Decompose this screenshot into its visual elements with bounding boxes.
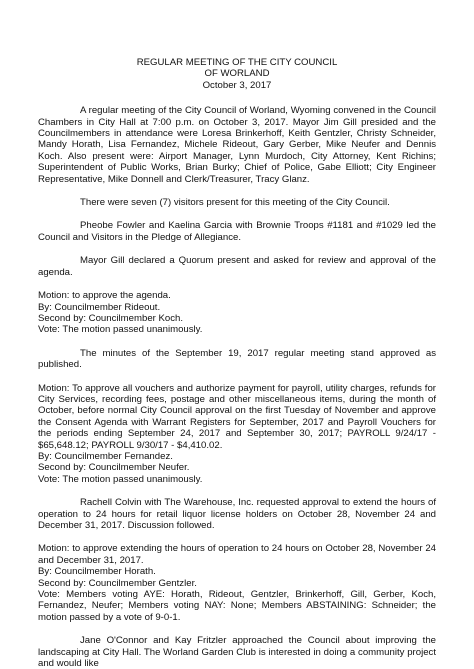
document-header xyxy=(38,57,436,91)
motion-second: Second by: Councilmember Gentzler. xyxy=(38,577,197,589)
motion-vote: Vote: The motion passed unanimously. xyxy=(38,473,203,485)
motion-by: By: Councilmember Rideout. xyxy=(38,301,161,313)
meeting-date: October 3, 2017 xyxy=(202,79,272,91)
motion-text: Motion: to approve extending the hours of operation to 24 hours on October 28, November 24 and December 31, 2017. xyxy=(38,543,436,566)
hours-motion-block xyxy=(38,543,436,623)
motion-second: Second by: Councilmember Neufer. xyxy=(38,462,190,474)
vouchers-motion-block xyxy=(38,383,436,486)
motion-by: By: Councilmember Horath. xyxy=(38,566,156,578)
agenda-motion-block xyxy=(38,290,436,336)
visitors-paragraph: There were seven (7) visitors present for this meeting of the City Council. xyxy=(80,197,390,209)
city-name: OF WORLAND xyxy=(204,68,270,80)
intro-paragraph: A regular meeting of the City Council of Worland, Wyoming convened in the Council Chambers in City Hall at 7:00 p.m. on October 3, 2017. Mayor Jim Gill presided and the Councilmembers in attendance were Loresa Brinkerhoff, Keith Gentzler, Christy Schneider, Mandy Horath, Lisa Fernandez, Michele Rideout, Gary Gerber, Mike Neufer and Dennis Koch. Also present were: Airport Manager, Lynn Murdoch, City Attorney, Kent Richins; Superintendent of Public Works, Brian Burky; Chief of Police, Gabe Elliott; City Engineer Representative, Mike Donnell and Clerk/Treasurer, Tracy Glanz. xyxy=(38,105,436,185)
quorum-paragraph: Mayor Gill declared a Quorum present and asked for review and approval of the agenda. xyxy=(38,255,436,278)
garden-paragraph: Jane O'Connor and Kay Fritzler approached the Council about improving the landscaping at City Hall. The Worland Garden Club is interested in doing a community project and would like xyxy=(38,635,436,669)
warehouse-paragraph: Rachell Colvin with The Warehouse, Inc. requested approval to extend the hours of operation to 24 hours for retail liquor license holders on October 28, November 24 and December 31, 2017. Discussion followed. xyxy=(38,497,436,531)
motion-text: Motion: To approve all vouchers and authorize payment for payroll, utility charges, refunds for City Services, recording fees, postage and other miscellaneous items, during the month of October, before normal City Council approval on the first Tuesday of November and approve the Consent Agenda with Warrant Registers for September, 2017 and Payroll Vouchers for the periods ending September 24, 2017 and September 30, 2017; PAYROLL 9/24/17 - $65,648.12; PAYROLL 9/30/17 - $4,410.02. xyxy=(38,382,436,451)
meeting-title: REGULAR MEETING OF THE CITY COUNCIL xyxy=(136,57,338,68)
minutes-paragraph: The minutes of the September 19, 2017 regular meeting stand approved as published. xyxy=(38,347,436,371)
motion-second: Second by: Councilmember Koch. xyxy=(38,312,184,324)
motion-vote: Vote: Members voting AYE: Horath, Rideout, Gentzler, Brinkerhoff, Gill, Gerber, Koch, Fernandez, Neufer; Members voting NAY: None; Members ABSTAINING: Schneider; the motion passed by a vote of 9-0-1. xyxy=(38,589,436,623)
motion-by: By: Councilmember Fernandez. xyxy=(38,450,173,462)
motion-text: Motion: to approve the agenda. xyxy=(38,290,171,302)
motion-vote: Vote: The motion passed unanimously. xyxy=(38,324,203,336)
pledge-paragraph: Pheobe Fowler and Kaelina Garcia with Brownie Troops #1181 and #1029 led the Council and Visitors in the Pledge of Allegiance. xyxy=(38,220,436,243)
